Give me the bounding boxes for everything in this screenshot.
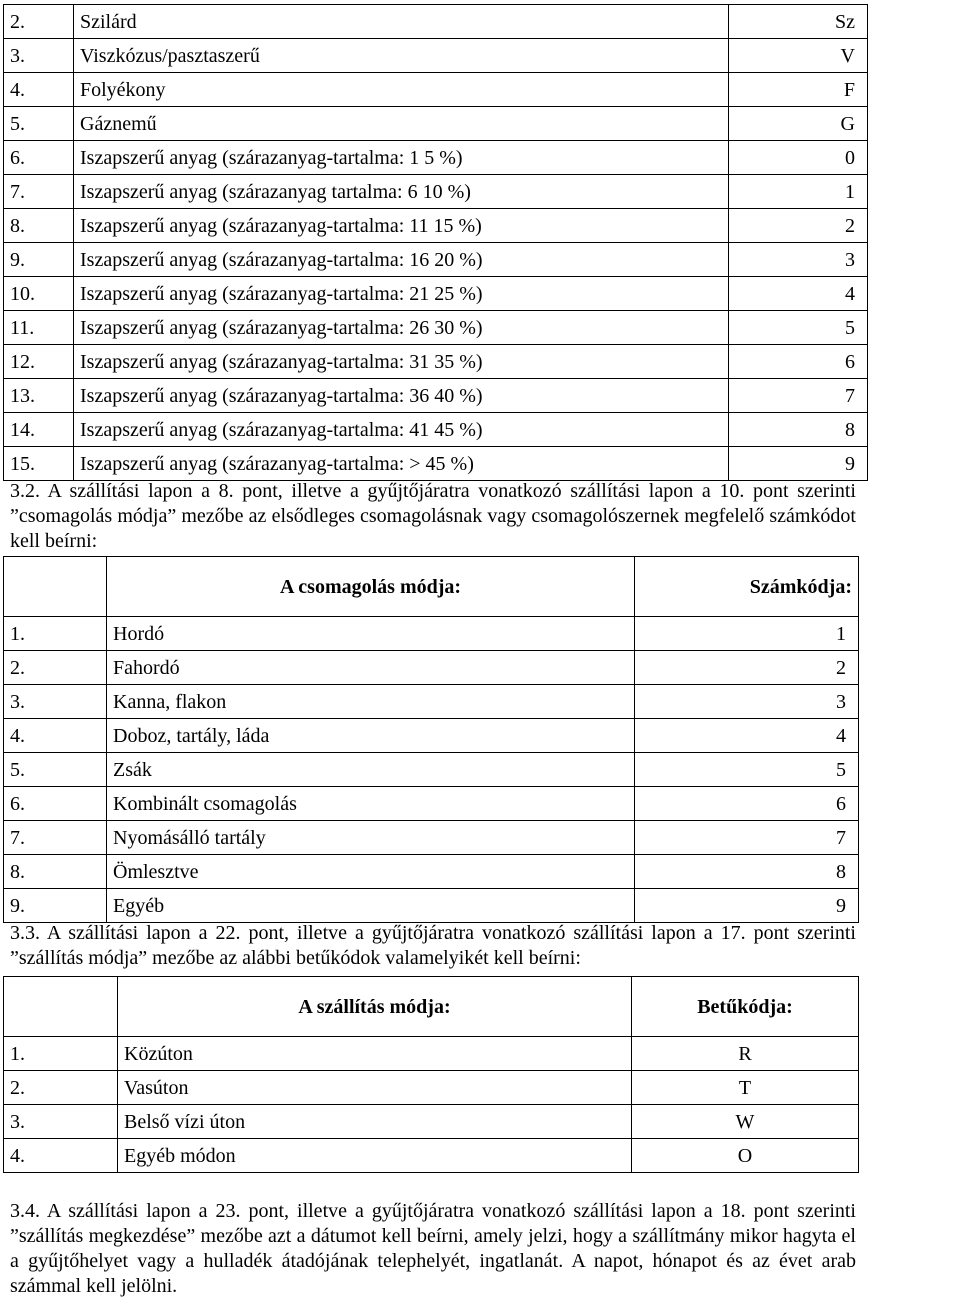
row-label: Iszapszerű anyag (szárazanyag-tartalma: 41 45 %) — [74, 413, 729, 447]
row-label: Gáznemű — [74, 107, 729, 141]
row-number: 4. — [4, 73, 74, 107]
row-label: Iszapszerű anyag (szárazanyag-tartalma: 36 40 %) — [74, 379, 729, 413]
table-row — [4, 5, 868, 39]
row-code: 5 — [635, 753, 859, 787]
table-row — [4, 311, 868, 345]
row-label: Nyomásálló tartály — [107, 821, 635, 855]
row-label: Zsák — [107, 753, 635, 787]
table-row — [4, 447, 868, 481]
row-code: 4 — [635, 719, 859, 753]
row-number: 9. — [4, 243, 74, 277]
table-row — [4, 1105, 859, 1139]
row-code: Sz — [729, 5, 868, 39]
table-row — [4, 821, 859, 855]
row-label: Iszapszerű anyag (szárazanyag-tartalma: > 45 %) — [74, 447, 729, 481]
row-label: Iszapszerű anyag (szárazanyag-tartalma: 11 15 %) — [74, 209, 729, 243]
row-code: 6 — [635, 787, 859, 821]
table-row — [4, 617, 859, 651]
row-label: Vasúton — [118, 1071, 632, 1105]
table-row — [4, 141, 868, 175]
packaging-table-header — [4, 557, 859, 617]
row-label: Egyéb — [107, 889, 635, 923]
row-number: 3. — [4, 39, 74, 73]
row-code: G — [729, 107, 868, 141]
row-code: 7 — [729, 379, 868, 413]
row-number: 7. — [4, 175, 74, 209]
consistency-table — [3, 4, 868, 481]
row-code: 4 — [729, 277, 868, 311]
row-number: 14. — [4, 413, 74, 447]
row-number: 2. — [4, 5, 74, 39]
row-number: 8. — [4, 855, 107, 889]
row-number: 6. — [4, 141, 74, 175]
row-number: 2. — [4, 651, 107, 685]
row-label: Hordó — [107, 617, 635, 651]
row-code: W — [632, 1105, 859, 1139]
row-code: 7 — [635, 821, 859, 855]
table-row — [4, 1139, 859, 1173]
row-code: 0 — [729, 141, 868, 175]
row-label: Egyéb módon — [118, 1139, 632, 1173]
row-label: Iszapszerű anyag (szárazanyag-tartalma: 1 5 %) — [74, 141, 729, 175]
row-number: 9. — [4, 889, 107, 923]
table-row — [4, 175, 868, 209]
row-code: O — [632, 1139, 859, 1173]
row-label: Szilárd — [74, 5, 729, 39]
transport-header-label: A szállítás módja: — [118, 977, 632, 1037]
row-code: 9 — [635, 889, 859, 923]
row-number: 4. — [4, 1139, 118, 1173]
packaging-header-label: A csomagolás módja: — [107, 557, 635, 617]
row-number: 4. — [4, 719, 107, 753]
table-row — [4, 345, 868, 379]
row-code: F — [729, 73, 868, 107]
row-label: Kombinált csomagolás — [107, 787, 635, 821]
row-code: 1 — [635, 617, 859, 651]
section-3-2-paragraph: 3.2. A szállítási lapon a 8. pont, illetve a gyűjtőjáratra vonatkozó szállítási lapon a 10. pont szerinti ”csomagolás módja” mezőbe az elsődleges csomagolásnak vagy csomagolószernek megfelelő számkódot kell beírni: — [10, 480, 856, 552]
row-label: Iszapszerű anyag (szárazanyag-tartalma: 21 25 %) — [74, 277, 729, 311]
row-code: 2 — [729, 209, 868, 243]
row-number: 7. — [4, 821, 107, 855]
row-number: 2. — [4, 1071, 118, 1105]
row-number: 5. — [4, 107, 74, 141]
table-row — [4, 787, 859, 821]
row-code: 1 — [729, 175, 868, 209]
row-label: Ömlesztve — [107, 855, 635, 889]
table-row — [4, 277, 868, 311]
transport-table — [3, 976, 859, 1173]
row-number: 12. — [4, 345, 74, 379]
packaging-table — [3, 556, 859, 923]
packaging-header-code: Számkódja: — [635, 557, 859, 617]
row-number: 1. — [4, 1037, 118, 1071]
transport-table-header — [4, 977, 859, 1037]
row-label: Közúton — [118, 1037, 632, 1071]
table-row — [4, 685, 859, 719]
row-number: 11. — [4, 311, 74, 345]
table-row — [4, 73, 868, 107]
row-number: 15. — [4, 447, 74, 481]
section-3-4-paragraph: 3.4. A szállítási lapon a 23. pont, illetve a gyűjtőjáratra vonatkozó szállítási lapon a 18. pont szerinti ”szállítás megkezdése” mezőbe azt a dátumot kell beírni, amely jelzi, hogy a szállítmány mikor hagyta el a gyűjtőhelyet vagy a hulladék átadójának telephelyét, ingatlanát. A napot, hónapot és az évet arab számmal kell jelölni. — [10, 1200, 856, 1297]
row-label: Iszapszerű anyag (szárazanyag-tartalma: 16 20 %) — [74, 243, 729, 277]
row-number: 3. — [4, 1105, 118, 1139]
row-code: 3 — [729, 243, 868, 277]
table-row — [4, 855, 859, 889]
row-label: Iszapszerű anyag (szárazanyag tartalma: 6 10 %) — [74, 175, 729, 209]
table-row — [4, 1071, 859, 1105]
transport-header-code: Betűkódja: — [632, 977, 859, 1037]
row-label: Iszapszerű anyag (szárazanyag-tartalma: 31 35 %) — [74, 345, 729, 379]
row-number: 1. — [4, 617, 107, 651]
table-row — [4, 107, 868, 141]
row-label: Folyékony — [74, 73, 729, 107]
table-row — [4, 1037, 859, 1071]
table-row — [4, 243, 868, 277]
row-number: 13. — [4, 379, 74, 413]
row-code: 3 — [635, 685, 859, 719]
row-label: Fahordó — [107, 651, 635, 685]
header-blank-cell — [4, 557, 107, 617]
row-label: Viszkózus/pasztaszerű — [74, 39, 729, 73]
row-label: Belső vízi úton — [118, 1105, 632, 1139]
row-code: 8 — [635, 855, 859, 889]
table-row — [4, 889, 859, 923]
header-blank-cell — [4, 977, 118, 1037]
row-code: V — [729, 39, 868, 73]
row-number: 8. — [4, 209, 74, 243]
table-row — [4, 413, 868, 447]
row-code: 9 — [729, 447, 868, 481]
row-code: 2 — [635, 651, 859, 685]
row-number: 10. — [4, 277, 74, 311]
row-code: 5 — [729, 311, 868, 345]
table-row — [4, 719, 859, 753]
section-3-3-paragraph: 3.3. A szállítási lapon a 22. pont, illetve a gyűjtőjáratra vonatkozó szállítási lapon a 17. pont szerinti ”szállítás módja” mezőbe az alábbi betűkódok valamelyikét kell beírni: — [10, 922, 856, 969]
row-label: Kanna, flakon — [107, 685, 635, 719]
table-row — [4, 753, 859, 787]
table-row — [4, 379, 868, 413]
row-label: Iszapszerű anyag (szárazanyag-tartalma: 26 30 %) — [74, 311, 729, 345]
row-number: 3. — [4, 685, 107, 719]
table-row — [4, 39, 868, 73]
row-label: Doboz, tartály, láda — [107, 719, 635, 753]
row-number: 6. — [4, 787, 107, 821]
row-code: R — [632, 1037, 859, 1071]
table-row — [4, 651, 859, 685]
row-code: 8 — [729, 413, 868, 447]
row-code: 6 — [729, 345, 868, 379]
table-row — [4, 209, 868, 243]
row-code: T — [632, 1071, 859, 1105]
row-number: 5. — [4, 753, 107, 787]
